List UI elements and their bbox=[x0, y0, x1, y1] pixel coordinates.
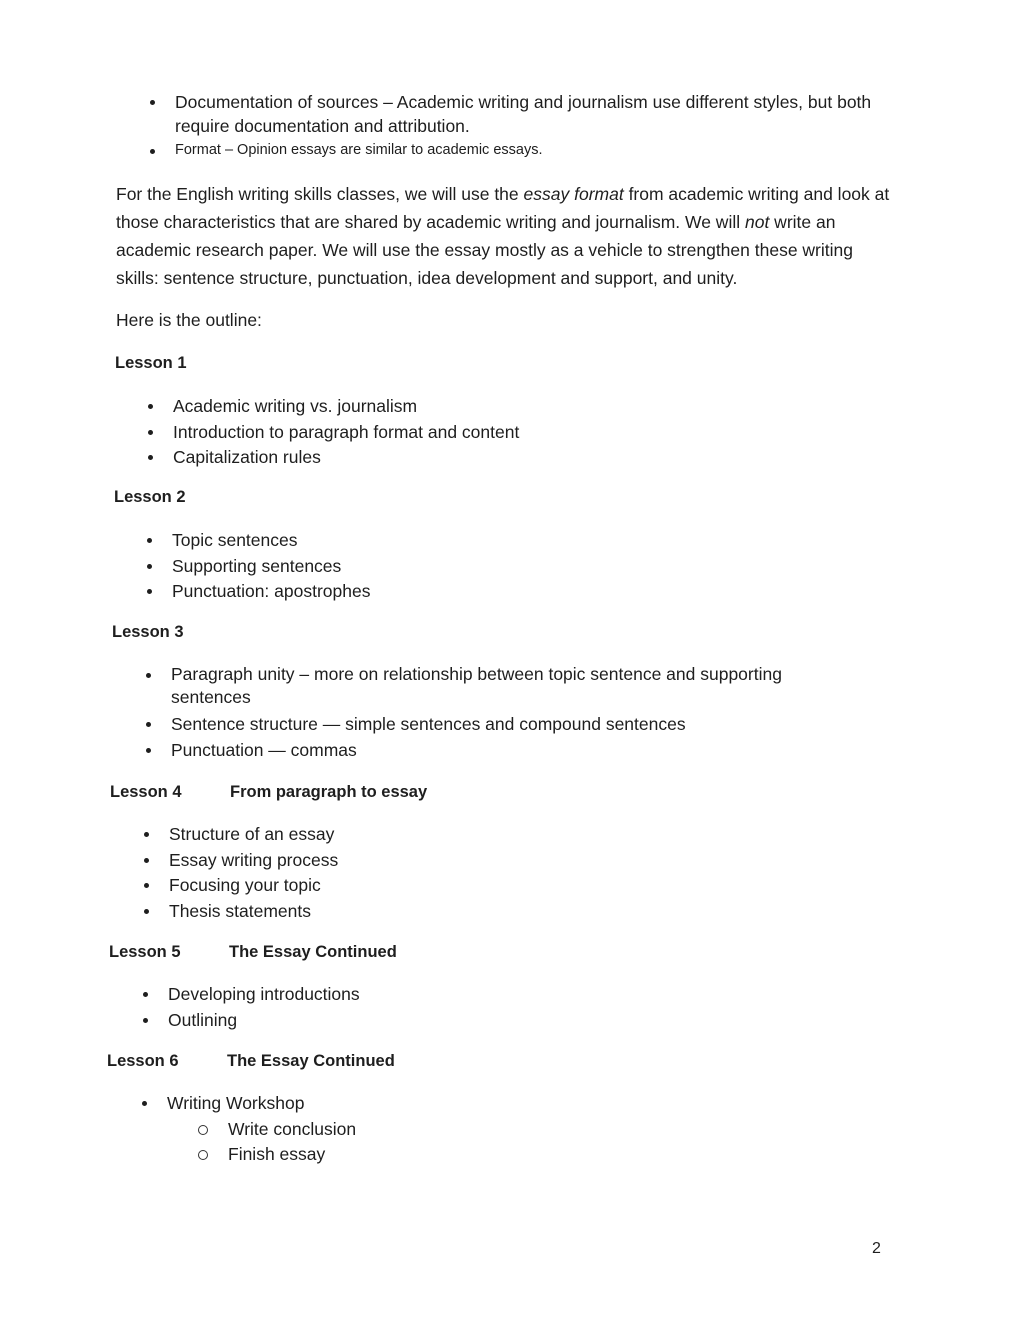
lesson-5-items bbox=[139, 982, 859, 1033]
lesson-title: The Essay Continued bbox=[227, 1052, 395, 1070]
list-item: Writing Workshop Write conclusion Finish essay bbox=[138, 1091, 858, 1167]
lesson-label: Lesson 2 bbox=[114, 488, 186, 506]
lesson-label: Lesson 3 bbox=[112, 623, 184, 641]
bullet-documentation-of-sources: Documentation of sources – Academic writing and journalism use different styles, but both require documentation and attribution. bbox=[146, 90, 886, 138]
list-item: Punctuation — commas bbox=[142, 738, 822, 764]
body-paragraph: For the English writing skills classes, we will use the essay format from academic writing and look at those characteristics that are shared by academic writing and journalism. We will not write an academic research paper. We will use the essay mostly as a vehicle to strengthen these writing skills: sentence structure, punctuation, idea development and support, and unity. bbox=[116, 184, 890, 288]
list-item: Structure of an essay bbox=[140, 822, 860, 848]
list-item: Outlining bbox=[139, 1008, 859, 1034]
lesson-4-heading bbox=[110, 781, 428, 803]
lesson-2-items bbox=[143, 528, 863, 605]
bullet-format: Format – Opinion essays are similar to academic essays. bbox=[146, 139, 886, 161]
list-item: Focusing your topic bbox=[140, 873, 860, 899]
lesson-1-items bbox=[144, 394, 864, 471]
lesson-title: From paragraph to essay bbox=[230, 783, 428, 801]
emphasis-not: not bbox=[744, 212, 770, 232]
list-item: Essay writing process bbox=[140, 848, 860, 874]
list-item: Academic writing vs. journalism bbox=[144, 394, 864, 420]
list-item: Paragraph unity – more on relationship between topic sentence and supporting sentences bbox=[142, 663, 822, 709]
lesson-title: The Essay Continued bbox=[229, 943, 397, 961]
lesson-6-items bbox=[138, 1091, 858, 1167]
list-item: Thesis statements bbox=[140, 899, 860, 925]
lesson-4-items bbox=[140, 822, 860, 924]
lesson-1-heading bbox=[115, 352, 187, 374]
list-item: Developing introductions bbox=[139, 982, 859, 1008]
lesson-6-heading bbox=[107, 1050, 395, 1072]
list-item: Supporting sentences bbox=[143, 554, 863, 580]
outline-intro: Here is the outline: bbox=[116, 310, 262, 330]
lesson-3-items bbox=[142, 663, 822, 763]
lesson-5-heading bbox=[109, 941, 397, 963]
lesson-3-heading bbox=[112, 621, 184, 643]
sub-list-item: Write conclusion bbox=[197, 1117, 858, 1142]
list-item: Capitalization rules bbox=[144, 445, 864, 471]
list-item: Punctuation: apostrophes bbox=[143, 579, 863, 605]
page-number: 2 bbox=[872, 1240, 881, 1257]
emphasis-essay-format: essay format bbox=[523, 184, 624, 204]
sub-list-item: Finish essay bbox=[197, 1142, 858, 1167]
lesson-label: Lesson 1 bbox=[115, 354, 187, 372]
list-item: Sentence structure — simple sentences and compound sentences bbox=[142, 712, 822, 738]
lesson-label: Lesson 4 bbox=[110, 783, 182, 801]
list-item: Topic sentences bbox=[143, 528, 863, 554]
lesson-label: Lesson 6 bbox=[107, 1052, 179, 1070]
intro-bullet-list bbox=[146, 90, 886, 161]
lesson-2-heading bbox=[114, 486, 186, 508]
list-item: Introduction to paragraph format and content bbox=[144, 420, 864, 446]
lesson-label: Lesson 5 bbox=[109, 943, 181, 961]
lesson-6-subitems bbox=[197, 1117, 858, 1167]
